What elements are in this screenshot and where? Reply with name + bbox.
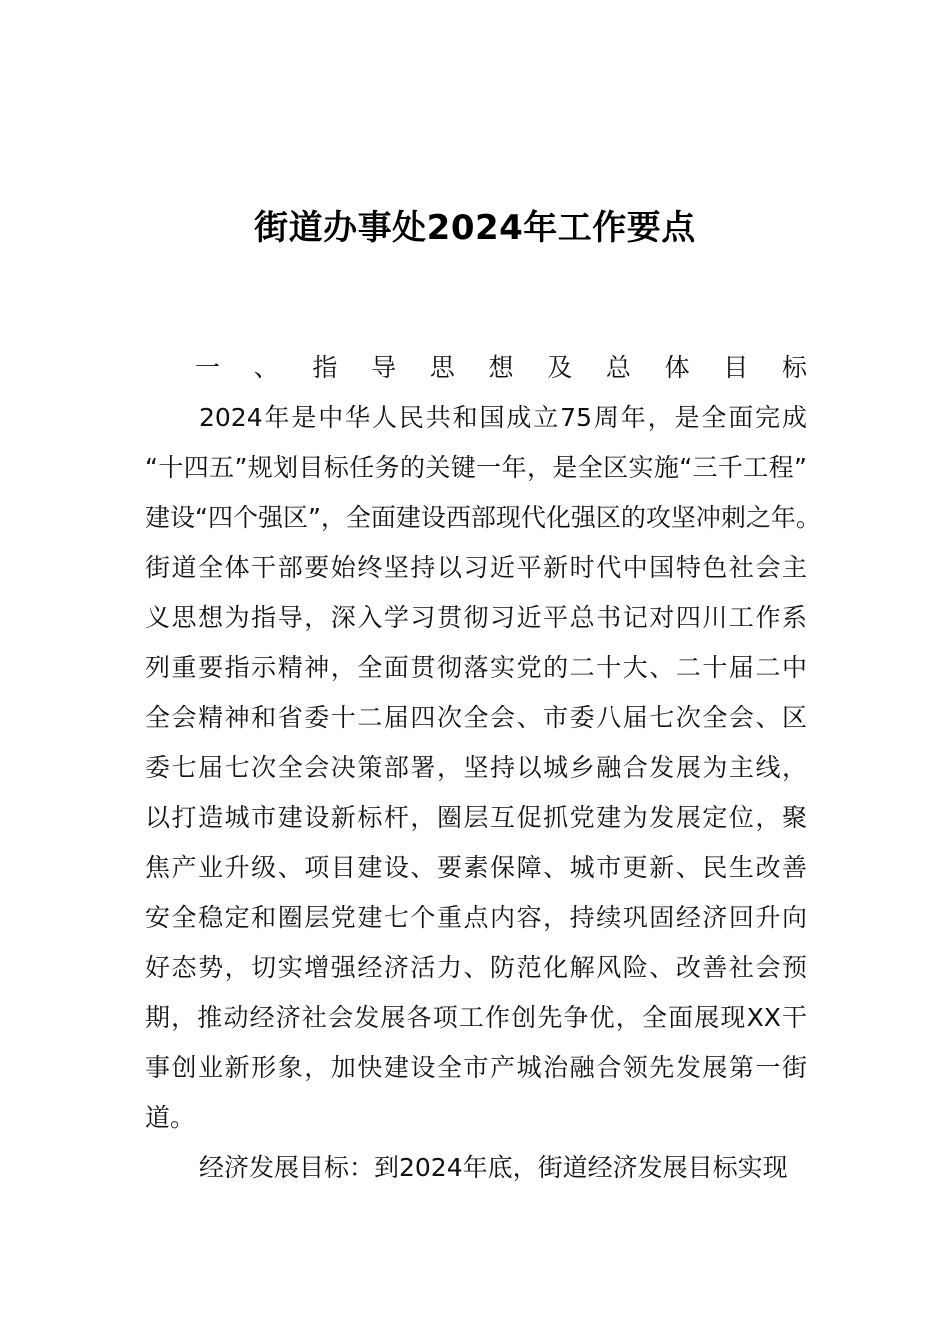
document-body <box>145 343 821 1193</box>
paragraph-line: 以打造城市建设新标杆，圈层互促抓党建为发展定位，聚 <box>145 803 807 832</box>
paragraph-economic-goals <box>145 1143 807 1193</box>
paragraph-line: 期，推动经济社会发展各项工作创先争优，全面展现XX干 <box>145 1003 807 1032</box>
paragraph-line: 焦产业升级、项目建设、要素保障、城市更新、民生改善 <box>145 853 807 882</box>
paragraph-line: 2024年是中华人民共和国成立75周年，是全面完成 <box>199 403 807 432</box>
section-heading: 一、指导思想及总体目标 <box>195 353 807 382</box>
paragraph-line: 委七届七次全会决策部署，坚持以城乡融合发展为主线， <box>145 753 807 782</box>
paragraph-line: 安全稳定和圈层党建七个重点内容，持续巩固经济回升向 <box>145 903 807 932</box>
paragraph-line: 道。 <box>145 1103 196 1132</box>
paragraph-line: 列重要指示精神，全面贯彻落实党的二十大、二十届二中 <box>145 653 807 682</box>
paragraph-guiding-ideology <box>145 393 821 1143</box>
paragraph-line: 义思想为指导，深入学习贯彻习近平总书记对四川工作系 <box>145 603 807 632</box>
paragraph-line: 建设“四个强区”，全面建设西部现代化强区的攻坚冲刺之年。 <box>145 503 821 532</box>
paragraph-line: 事创业新形象，加快建设全市产城治融合领先发展第一街 <box>145 1053 807 1082</box>
paragraph-line: 好态势，切实增强经济活力、防范化解风险、改善社会预 <box>145 953 807 982</box>
paragraph-line: “十四五”规划目标任务的关键一年，是全区实施“三千工程” <box>145 453 807 482</box>
paragraph-line: 全会精神和省委十二届四次全会、市委八届七次全会、区 <box>145 703 807 732</box>
paragraph-line: 经济发展目标：到2024年底，街道经济发展目标实现 <box>199 1153 788 1182</box>
document-title: 街道办事处2024年工作要点 <box>254 208 696 248</box>
paragraph-line: 街道全体干部要始终坚持以习近平新时代中国特色社会主 <box>145 553 807 582</box>
